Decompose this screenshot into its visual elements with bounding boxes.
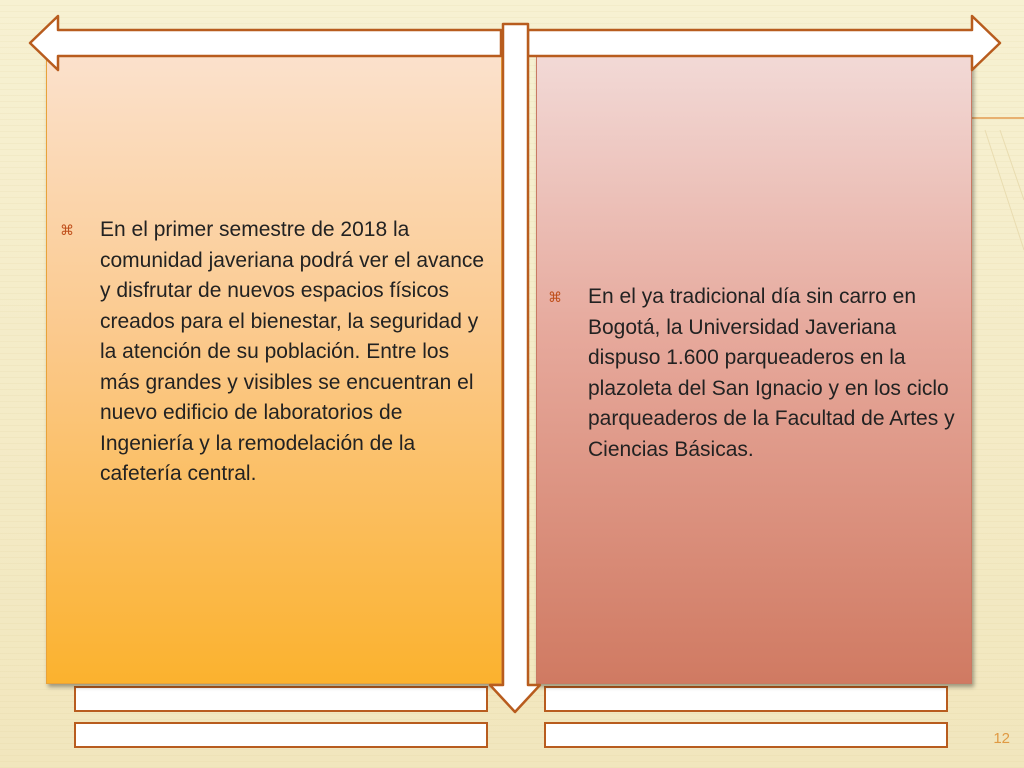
right-bullet-text: En el ya tradicional día sin carro en Bogotá, la Universidad Javeriana dispuso 1.600 parqueaderos en la plazoleta del San Ignacio y en los ciclo parqueaderos de la Facultad de Artes y Ciencias Básicas.	[588, 285, 955, 461]
left-arrow-icon	[30, 16, 501, 70]
bullet-icon: ⌘	[548, 289, 562, 305]
right-arrow-icon	[528, 16, 1000, 70]
down-arrow-icon	[490, 24, 540, 712]
page-number: 12	[993, 730, 1010, 747]
left-bullet-text: En el primer semestre de 2018 la comunidad javeriana podrá ver el avance y disfrutar de nuevos espacios físicos creados para el bienestar, la seguridad y la atención de su población. Entre los más grandes y visibles se encuentran el nuevo edificio de laboratorios de Ingeniería y la remodelación de la cafetería central.	[100, 218, 485, 485]
left-bullet-item	[60, 215, 490, 490]
right-bullet-item	[548, 282, 966, 465]
bullet-icon: ⌘	[60, 222, 74, 238]
